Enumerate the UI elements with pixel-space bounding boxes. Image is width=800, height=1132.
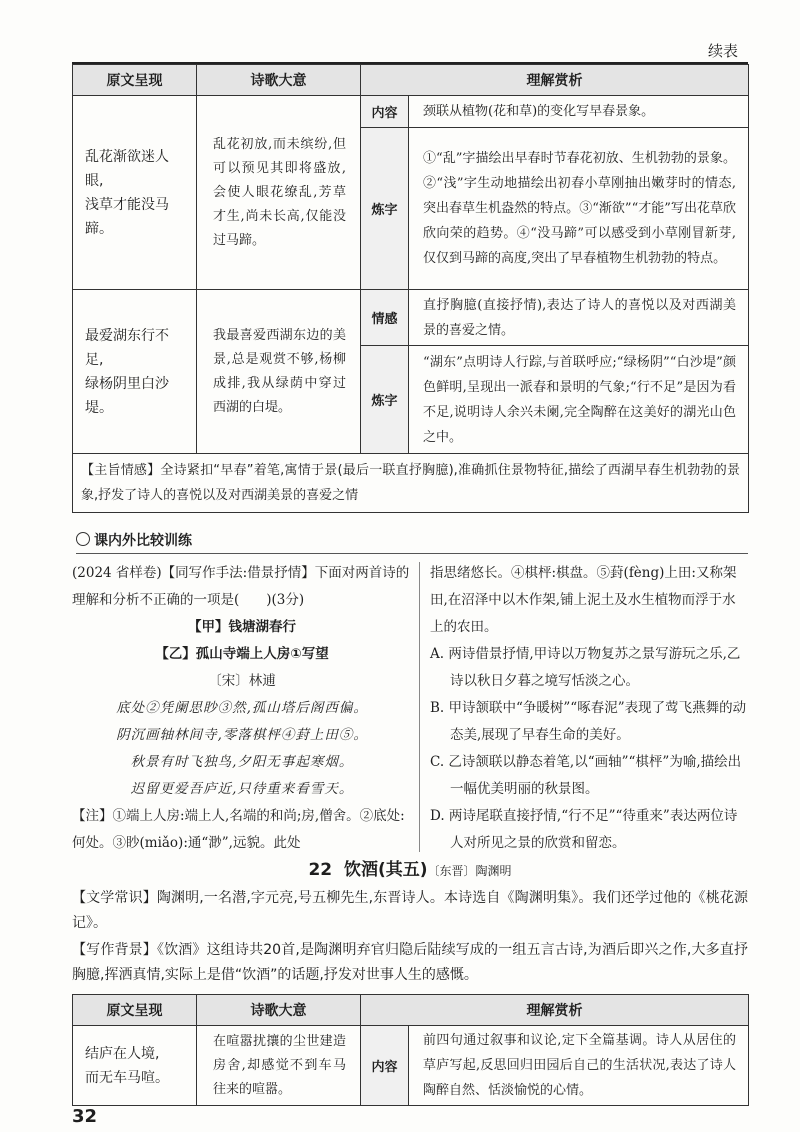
option-d: D. 两诗尾联直接抒情,“行不足”“待重来”表达两位诗人对所见之景的欣赏和留恋。	[430, 808, 738, 851]
lesson-title: 22 饮酒(其五)〔东晋〕陶渊明	[308, 860, 512, 880]
header-analysis: 理解赏析	[361, 995, 749, 1026]
continued-label: 续表	[707, 42, 738, 60]
meaning-text-3: 在喧嚣扰攘的尘世建造房舍,却感觉不到车马往来的喧嚣。	[197, 1026, 361, 1106]
poem-b-author: 〔宋〕林逋	[208, 673, 276, 689]
poem-b-line: 阴沉画轴林间寺,零落棋枰④葑上田⑤。	[116, 727, 368, 743]
page-number: 32	[72, 1106, 98, 1127]
analysis-table-2	[72, 994, 749, 1106]
section-heading: 课内外比较训练	[76, 530, 748, 554]
pen-icon	[76, 532, 90, 546]
original-text-3: 结庐在人境, 而无车马喧。	[73, 1026, 197, 1106]
header-meaning: 诗歌大意	[197, 65, 361, 96]
poem-b-title: 【乙】孤山寺端上人房①写望	[155, 646, 329, 662]
option-b: B. 甲诗颔联中“争暖树”“啄春泥”表现了莺飞燕舞的动态美,展现了早春生命的美好。	[430, 700, 747, 743]
question-right-column	[430, 560, 748, 857]
content-label-3: 内容	[361, 1026, 409, 1106]
header-analysis: 理解赏析	[361, 65, 749, 96]
meaning-text-2: 我最喜爱西湖东边的美景,总是观赏不够,杨柳成排,我从绿荫中穿过西湖的白堤。	[197, 290, 361, 454]
content-text-3: 前四句通过叙事和议论,定下全篇基调。诗人从居住的草庐写起,反思回归田园后自己的生活状况,表达了诗人陶醉自然、恬淡愉悦的心情。	[409, 1026, 749, 1106]
header-meaning: 诗歌大意	[197, 995, 361, 1026]
question-left-column	[72, 560, 412, 857]
header-original: 原文呈现	[73, 65, 197, 96]
notes-right: 指思绪悠长。④棋枰:棋盘。⑤葑(fèng)上田:又称架田,在沼泽中以木作架,铺上泥土及水生植物而浮于水上的农田。	[430, 565, 737, 635]
analysis-table-1	[72, 64, 749, 513]
emotion-text-2: 直抒胸臆(直接抒情),表达了诗人的喜悦以及对西湖美景的喜爱之情。	[409, 290, 749, 346]
option-a: A. 两诗借景抒情,甲诗以万物复苏之景写游玩之乐,乙诗以秋日夕暮之境写恬淡之心。	[430, 646, 741, 689]
original-text-2: 最爱湖东行不足, 绿杨阴里白沙堤。	[73, 290, 197, 454]
original-text-1: 乱花渐欲迷人眼, 浅草才能没马蹄。	[73, 96, 197, 290]
emotion-label-2: 情感	[361, 290, 409, 346]
content-text-1: 颈联从植物(花和草)的变化写早春景象。	[409, 96, 749, 128]
content-label-1: 内容	[361, 96, 409, 128]
lianzi-label-1: 炼字	[361, 128, 409, 290]
column-divider	[419, 562, 420, 852]
lianzi-label-2: 炼字	[361, 346, 409, 454]
poem-b-line: 底处②凭阑思眇③然,孤山塔后阁西偏。	[116, 700, 368, 716]
poem-b-line: 迟留更爱吾庐近,只待重来看雪天。	[130, 781, 354, 797]
notes-left: 【注】①端上人房:端上人,名端的和尚;房,僧舍。②底处:何处。③眇(miǎo):通“渺”,远貌。此处	[72, 808, 405, 851]
writing-background: 【写作背景】《饮酒》这组诗共20首,是陶渊明弃官归隐后陆续写成的一组五言古诗,为酒后即兴之作,大多直抒胸臆,挥洒真情,实际上是借“饮酒”的话题,抒发对世事人生的感慨。	[72, 942, 748, 983]
literary-knowledge: 【文学常识】陶渊明,一名潜,字元亮,号五柳先生,东晋诗人。本诗选自《陶渊明集》。我们还学过他的《桃花源记》。	[72, 890, 748, 931]
lianzi-text-2: “湖东”点明诗人行踪,与首联呼应;“绿杨阴”“白沙堤”颜色鲜明,呈现出一派春和景明的气象;“行不足”是因为看不足,说明诗人余兴未阑,完全陶醉在这美好的湖光山色之中。	[409, 346, 749, 454]
header-original: 原文呈现	[73, 995, 197, 1026]
question-stem: (2024 省样卷)【同写作手法:借景抒情】下面对两首诗的理解和分析不正确的一项是( )(3分)	[72, 565, 410, 608]
option-c: C. 乙诗颔联以静态着笔,以“画轴”“棋枰”为喻,描绘出一幅优美明丽的秋景图。	[430, 754, 742, 797]
theme-summary: 【主旨情感】全诗紧扣“早春”着笔,寓情于景(最后一联直抒胸臆),准确抓住景物特征,描绘了西湖早春生机勃勃的景象,抒发了诗人的喜悦以及对西湖美景的喜爱之情	[73, 454, 749, 513]
poem-b-line: 秋景有时飞独鸟,夕阳无事起寒烟。	[130, 754, 354, 770]
lianzi-text-1: ①“乱”字描绘出早春时节春花初放、生机勃勃的景象。②“浅”字生动地描绘出初春小草刚抽出嫩芽时的情态,突出春草生机盎然的特点。③“渐欲”“才能”写出花草欣欣向荣的趋势。④“没马蹄”可以感受到小草刚冒新芽,仅仅到马蹄的高度,突出了早春植物生机勃勃的特点。	[409, 128, 749, 290]
meaning-text-1: 乱花初放,而未缤纷,但可以预见其即将盛放,会使人眼花缭乱,芳草才生,尚未长高,仅能没过马蹄。	[197, 96, 361, 290]
poem-a-title: 【甲】钱塘湖春行	[188, 619, 296, 635]
